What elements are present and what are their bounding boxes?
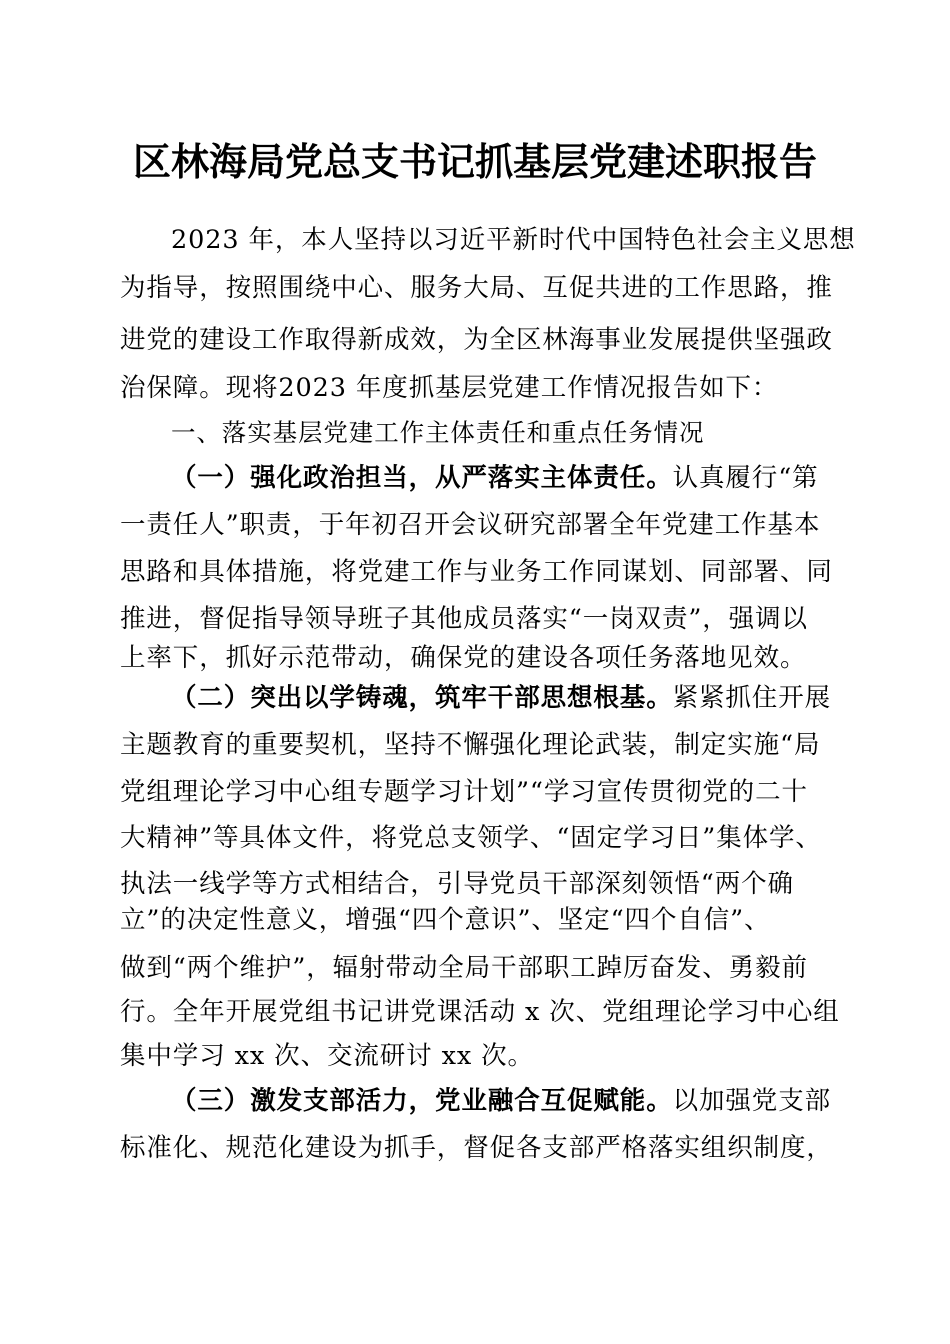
para2-line-1-rest: 紧紧抓住开展: [672, 683, 832, 713]
para2-line-3: 党组理论学习中心组专题学习计划”“学习宣传贯彻党的二十: [120, 777, 808, 807]
para1-line-4: 推进，督促指导领导班子其他成员落实“一岗双责”，强调以: [120, 604, 808, 634]
section-heading-1: 一、落实基层党建工作主体责任和重点任务情况: [171, 418, 705, 447]
para1-line-1: [171, 460, 819, 496]
para3-line-1: [171, 1083, 831, 1119]
para1-line-2: 一责任人”职责，于年初召开会议研究部署全年党建工作基本: [120, 510, 821, 540]
intro-line-1: 2023 年，本人坚持以习近平新时代中国特色社会主义思想: [171, 225, 856, 255]
para2-line-7: 做到“两个维护”，辐射带动全局干部职工踔厉奋发、勇毅前: [120, 953, 808, 983]
para2-line-8: 行。全年开展党组书记讲党课活动 x 次、党组理论学习中心组: [120, 997, 840, 1027]
para3-line-1-rest: 以加强党支部: [672, 1086, 832, 1116]
intro-line-3: 进党的建设工作取得新成效，为全区林海事业发展提供坚强政: [120, 325, 833, 355]
para2-line-5: 执法一线学等方式相结合，引导党员干部深刻领悟“两个确: [120, 869, 794, 899]
intro-line-2: 为指导，按照围绕中心、服务大局、互促共进的工作思路，推: [120, 273, 833, 303]
para1-line-3: 思路和具体措施，将党建工作与业务工作同谋划、同部署、同: [120, 557, 833, 587]
para3-lead: （三）激发支部活力，党业融合互促赋能。: [171, 1086, 673, 1116]
para2-line-9: 集中学习 xx 次、交流研讨 xx 次。: [120, 1041, 534, 1071]
para2-line-6: 立”的决定性意义，增强“四个意识”、坚定“四个自信”、: [120, 905, 771, 935]
para2-line-4: 大精神”等具体文件，将党总支领学、“固定学习日”集体学、: [120, 823, 822, 853]
para3-line-2: 标准化、规范化建设为抓手，督促各支部严格落实组织制度，: [120, 1133, 833, 1163]
para2-lead: （二）突出以学铸魂，筑牢干部思想根基。: [171, 683, 673, 713]
para1-line-5: 上率下，抓好示范带动，确保党的建设各项任务落地见效。: [120, 643, 807, 673]
para2-line-2: 主题教育的重要契机，坚持不懈强化理论武装，制定实施“局: [120, 730, 821, 760]
para1-line-1-rest: 认真履行“第: [672, 463, 819, 493]
intro-line-4: 治保障。现将2023 年度抓基层党建工作情况报告如下：: [120, 373, 779, 403]
document-title: 区林海局党总支书记抓基层党建述职报告: [132, 139, 817, 184]
para2-line-1: [171, 680, 831, 716]
para1-lead: （一）强化政治担当，从严落实主体责任。: [171, 463, 673, 493]
